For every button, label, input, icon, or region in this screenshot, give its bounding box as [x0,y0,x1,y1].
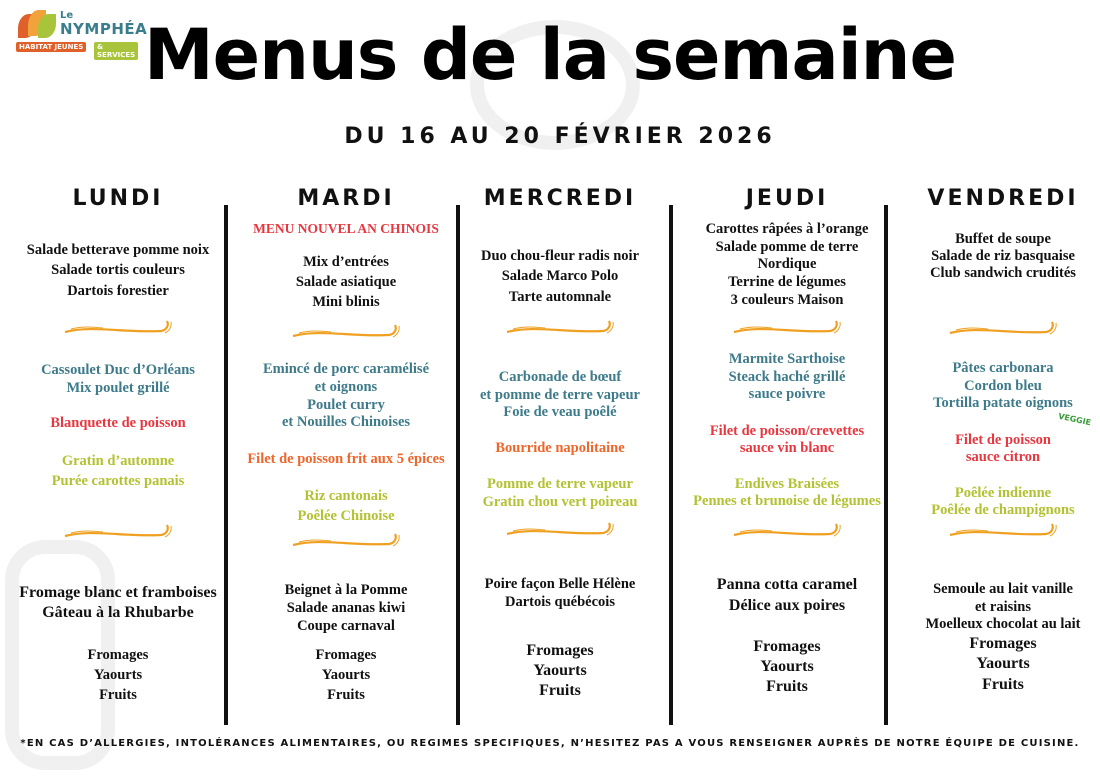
menu-item: sauce vin blanc [739,439,835,456]
menu-item: Semoule au lait vanille [933,581,1073,598]
menu-block-black [440,246,680,308]
menu-item: Fromages [969,634,1037,652]
menu-block-red [226,220,466,238]
menu-item: Poire façon Belle Hélène [484,576,636,592]
menu-block-teal [667,351,907,404]
day-header-jeudi: JEUDI [745,186,829,211]
menu-item: 3 couleurs Maison [730,291,844,308]
menu-block-black [883,231,1100,282]
menu-item: Beignet à la Pomme [284,582,408,598]
menu-item: Marmite Sarthoise [728,351,846,368]
menu-block-black [440,575,680,611]
menu-block-red [667,423,907,457]
menu-item: Mini blinis [312,294,380,310]
logo-tag-2: & SERVICES [94,42,138,60]
menu-item: Poêlée de champignons [931,501,1075,518]
menu-item: Fruits [539,682,581,699]
day-header-mardi: MARDI [297,186,395,211]
menu-item: Fromages [753,638,821,655]
menu-block-orange [440,439,680,457]
menu-item: Mix d’entrées [303,254,389,270]
menu-item: Tarte automnale [508,288,612,305]
menu-block-teal [226,361,466,432]
menu-block-black [0,583,238,624]
menu-item: Pomme de terre vapeur [487,476,633,492]
menu-item: et oignons [314,378,378,395]
menu-item: Pennes et brunoise de légumes [693,492,881,509]
menu-block-red [0,414,238,432]
menu-item: Carbonade de bœuf [498,369,622,386]
menu-block-black [667,637,907,697]
menu-item: et Nouilles Chinoises [281,414,411,431]
menu-item: Filet de poisson [955,431,1051,448]
day-header-lundi: LUNDI [72,186,164,211]
menu-item: Salade de riz basquaise [931,247,1075,264]
menu-item: Poulet curry [307,396,385,413]
menu-item: Dartois québécois [505,594,615,610]
menu-item: Salade asiatique [295,274,397,290]
menu-item: Moelleux chocolat au lait [925,616,1081,633]
menu-item: Duo chou-fleur radis noir [480,247,640,264]
menu-item: Yaourts [533,662,587,679]
logo-tag-1: HABITAT JEUNES [16,42,86,52]
menu-item: Blanquette de poisson [50,415,186,431]
menu-item: et pomme de terre vapeur [480,386,640,403]
menu-block-black [226,252,466,312]
menu-block-green [440,475,680,511]
menu-item: Gratin d’automne [61,453,175,469]
menu-item: Bourride napolitaine [495,440,625,456]
menu-item: Yaourts [760,658,814,675]
menu-block-black [883,634,1100,696]
menu-item: Fromages [87,647,149,663]
menu-block-black [0,240,238,302]
menu-item: Gâteau à la Rhubarbe [42,604,194,622]
menu-block-teal [883,360,1100,413]
day-header-vendredi: VENDREDI [927,186,1079,211]
menu-item: Panna cotta caramel [716,575,858,593]
logo-text: Le [60,10,74,21]
menu-item: Pâtes carbonara [952,360,1054,377]
menu-item: Mix poulet grillé [66,380,170,396]
allergy-notice: *EN CAS D’ALLERGIES, INTOLÉRANCES ALIMENTAIRES, OU REGIMES SPECIFIQUES, N’HESITEZ PAS A VOUS RENSEIGNER AUPRÈS DE NOTRE ÉQUIPE DE CUISINE. [20,738,1080,749]
menu-item: Fromages [315,647,377,663]
menu-item: Fromage blanc et framboises [19,583,217,601]
menu-block-green [667,476,907,510]
menu-block-black [667,221,907,309]
menu-item: Nordique [757,256,817,273]
logo-brand: NYMPHÉA [60,20,148,38]
menu-item: Gratin chou vert poireau [482,494,638,510]
menu-block-black [0,645,238,705]
menu-item: Coupe carnaval [297,618,395,634]
menu-block-black [226,581,466,635]
menu-item: Dartois forestier [67,282,169,299]
menu-item: Emincé de porc caramélisé [262,361,430,378]
squiggle-divider-icon [948,320,1058,338]
menu-item: Riz cantonais [304,488,388,504]
menu-item: Poêlée Chinoise [297,508,395,524]
menu-block-red [883,432,1100,466]
menu-block-teal [440,369,680,422]
menu-item: et raisins [975,598,1031,615]
menu-item: Purée carottes panais [51,473,185,489]
squiggle-divider-icon [505,319,615,337]
menu-block-black [667,574,907,616]
menu-item: Yaourts [321,667,371,683]
squiggle-divider-icon [63,319,173,337]
menu-item: Filet de poisson frit aux 5 épices [247,451,445,467]
menu-item: MENU NOUVEL AN CHINOIS [253,221,439,236]
menu-item: Buffet de soupe [955,230,1051,247]
menu-item: sauce poivre [748,386,826,403]
menu-item: Poêlée indienne [954,484,1052,501]
menu-item: Yaourts [976,655,1030,673]
squiggle-divider-icon [948,522,1058,540]
menu-block-green [883,485,1100,519]
squiggle-divider-icon [505,521,615,539]
menu-item: Fromages [526,642,594,659]
menu-item: Fruits [982,675,1024,693]
menu-item: Cordon bleu [964,377,1042,394]
squiggle-divider-icon [291,323,401,341]
menu-block-green [226,486,466,526]
menu-item: Steack haché grillé [728,368,846,385]
menu-block-black [440,641,680,701]
menu-item: Endives Braisées [734,475,840,492]
menu-item: sauce citron [965,448,1041,465]
menu-item: Salade tortis couleurs [51,262,185,279]
menu-item: Salade Marco Polo [501,268,619,285]
menu-item: Salade betterave pomme noix [26,241,210,258]
veggie-badge: VEGGIE [1057,411,1092,428]
menu-item: Fruits [99,687,137,703]
menu-block-black [883,581,1100,634]
menu-item: Tortilla patate oignons [933,395,1073,412]
menu-item: Yaourts [93,667,143,683]
menu-item: Club sandwich crudités [930,264,1076,281]
day-header-mercredi: MERCREDI [483,186,637,211]
date-range: DU 16 AU 20 FÉVRIER 2026 [344,124,776,149]
menu-item: Foie de veau poêlé [503,404,617,421]
menu-item: Carottes râpées à l’orange [705,221,869,238]
menu-item: Terrine de légumes [728,273,846,290]
squiggle-divider-icon [732,319,842,337]
squiggle-divider-icon [732,522,842,540]
page-title: Menus de la semaine [143,14,956,96]
menu-block-black [226,645,466,705]
squiggle-divider-icon [291,532,401,550]
menu-item: Fruits [327,687,365,703]
menu-item: Délice aux poires [728,596,846,614]
menu-block-teal [0,361,238,397]
menu-item: Cassoulet Duc d’Orléans [41,362,195,378]
menu-item: Fruits [766,678,808,695]
menu-item: Salade pomme de terre [715,238,859,255]
squiggle-divider-icon [63,523,173,541]
menu-item: Salade ananas kiwi [286,600,406,616]
menu-block-green [0,451,238,491]
menu-item: Filet de poisson/crevettes [709,422,865,439]
menu-block-orange [226,450,466,468]
